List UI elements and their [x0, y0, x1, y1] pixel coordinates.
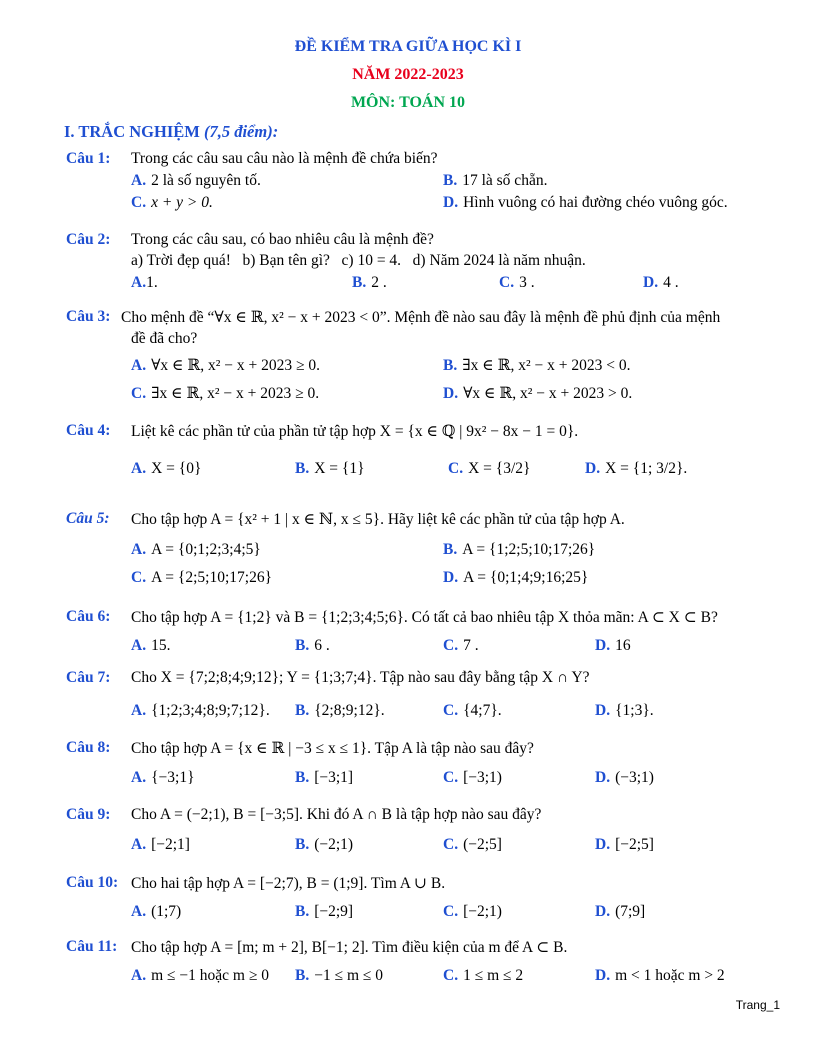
option-a[interactable]: A. 2 là số nguyên tố.: [131, 172, 261, 189]
option-a[interactable]: A.1.: [131, 274, 158, 291]
question-number: Câu 11:: [66, 938, 118, 955]
option-a[interactable]: A. X = {0}: [131, 460, 202, 477]
question-number: Câu 3:: [66, 308, 111, 325]
option-b[interactable]: B. 2 .: [352, 274, 387, 291]
option-b[interactable]: B. 17 là số chẵn.: [443, 172, 548, 189]
question-text: Cho tập hợp A = [m; m + 2], B[−1; 2]. Tìm điều kiện của m để A ⊂ B.: [131, 939, 568, 956]
question-text: Cho tập hợp A = {1;2} và B = {1;2;3;4;5;6}. Có tất cả bao nhiêu tập X thỏa mãn: A ⊂ X ⊂ B?: [131, 609, 718, 626]
exam-title: ĐỀ KIỂM TRA GIỮA HỌC KÌ I: [294, 38, 522, 55]
option-c[interactable]: C. 3 .: [499, 274, 535, 291]
exam-year: NĂM 2022-2023: [352, 66, 464, 83]
exam-subject: MÔN: TOÁN 10: [350, 94, 466, 111]
question-number: Câu 8:: [66, 739, 111, 756]
option-c[interactable]: C. x + y > 0.: [131, 194, 213, 211]
option-c[interactable]: C. [−2;1): [443, 903, 502, 920]
option-c[interactable]: C. (−2;5]: [443, 836, 502, 853]
question-number: Câu 9:: [66, 806, 111, 823]
option-c[interactable]: C. [−3;1): [443, 769, 502, 786]
question-text: Cho tập hợp A = {x ∈ ℝ | −3 ≤ x ≤ 1}. Tập A là tập nào sau đây?: [131, 740, 534, 757]
question-text: Cho tập hợp A = {x² + 1 | x ∈ ℕ, x ≤ 5}. Hãy liệt kê các phần tử của tập hợp A.: [131, 511, 625, 528]
section-heading: [64, 122, 278, 142]
option-d[interactable]: D. A = {0;1;4;9;16;25}: [443, 569, 589, 586]
option-d[interactable]: D. Hình vuông có hai đường chéo vuông góc.: [443, 194, 728, 211]
option-a[interactable]: A. m ≤ −1 hoặc m ≥ 0: [131, 967, 269, 984]
option-d[interactable]: D. (7;9]: [595, 903, 646, 920]
option-d[interactable]: D. m < 1 hoặc m > 2: [595, 967, 725, 984]
option-d[interactable]: D. [−2;5]: [595, 836, 654, 853]
option-d[interactable]: D. (−3;1): [595, 769, 654, 786]
option-b[interactable]: B. [−2;9]: [295, 903, 354, 920]
option-c[interactable]: C. 7 .: [443, 637, 479, 654]
question-text: Cho A = (−2;1), B = [−3;5]. Khi đó A ∩ B là tập hợp nào sau đây?: [131, 806, 542, 823]
question-text: Cho mệnh đề “∀x ∈ ℝ, x² − x + 2023 < 0”. Mệnh đề nào sau đây là mệnh đề phủ định của mệnh: [121, 309, 721, 326]
option-c[interactable]: C. {4;7}.: [443, 702, 502, 719]
option-c[interactable]: C. ∃x ∈ ℝ, x² − x + 2023 ≥ 0.: [131, 385, 320, 402]
question-number: Câu 1:: [66, 150, 111, 167]
option-b[interactable]: B. {2;8;9;12}.: [295, 702, 385, 719]
option-b[interactable]: B. A = {1;2;5;10;17;26}: [443, 541, 596, 558]
option-a[interactable]: A. {−3;1}: [131, 769, 195, 786]
option-a[interactable]: A. A = {0;1;2;3;4;5}: [131, 541, 261, 558]
section-label: I. TRẮC NGHIỆM: [64, 122, 200, 141]
option-c[interactable]: C. A = {2;5;10;17;26}: [131, 569, 273, 586]
option-d[interactable]: D. ∀x ∈ ℝ, x² − x + 2023 > 0.: [443, 385, 633, 402]
question-number: Câu 10:: [66, 874, 119, 891]
section-points: (7,5 điểm):: [203, 122, 279, 141]
question-subtext: a) Trời đẹp quá! b) Bạn tên gì? c) 10 = 4. d) Năm 2024 là năm nhuận.: [131, 252, 586, 269]
option-a[interactable]: A. [−2;1]: [131, 836, 190, 853]
option-c[interactable]: C. X = {3/2}: [448, 460, 531, 477]
question-text: Trong các câu sau câu nào là mệnh đề chứa biến?: [131, 150, 438, 167]
question-text: Liệt kê các phần tử của phần tử tập hợp X = {x ∈ ℚ | 9x² − 8x − 1 = 0}.: [131, 423, 579, 440]
question-text: Cho X = {7;2;8;4;9;12}; Y = {1;3;7;4}. Tập nào sau đây bằng tập X ∩ Y?: [131, 669, 590, 686]
option-b[interactable]: B. −1 ≤ m ≤ 0: [295, 967, 384, 984]
question-number: Câu 7:: [66, 669, 111, 686]
option-a[interactable]: A. (1;7): [131, 903, 182, 920]
option-d[interactable]: D. X = {1; 3/2}.: [585, 460, 688, 477]
question-number: Câu 6:: [66, 608, 111, 625]
option-b[interactable]: B. 6 .: [295, 637, 330, 654]
option-d[interactable]: D. 16: [595, 637, 631, 654]
question-text: Trong các câu sau, có bao nhiêu câu là mệnh đề?: [131, 231, 434, 248]
question-text: Cho hai tập hợp A = [−2;7), B = (1;9]. Tìm A ∪ B.: [131, 875, 446, 892]
option-a[interactable]: A. 15.: [131, 637, 171, 654]
option-d[interactable]: D. 4 .: [643, 274, 679, 291]
page-number: Trang_1: [735, 998, 780, 1012]
question-number: Câu 4:: [66, 422, 111, 439]
option-b[interactable]: B. [−3;1]: [295, 769, 354, 786]
option-b[interactable]: B. ∃x ∈ ℝ, x² − x + 2023 < 0.: [443, 357, 631, 374]
question-number: Câu 2:: [66, 231, 111, 248]
option-b[interactable]: B. X = {1}: [295, 460, 365, 477]
option-a[interactable]: A. ∀x ∈ ℝ, x² − x + 2023 ≥ 0.: [131, 357, 321, 374]
question-number: Câu 5:: [66, 510, 110, 527]
option-d[interactable]: D. {1;3}.: [595, 702, 654, 719]
option-a[interactable]: A. {1;2;3;4;8;9;7;12}.: [131, 702, 270, 719]
question-text-continued: đề đã cho?: [131, 330, 198, 347]
option-c[interactable]: C. 1 ≤ m ≤ 2: [443, 967, 524, 984]
option-b[interactable]: B. (−2;1): [295, 836, 354, 853]
